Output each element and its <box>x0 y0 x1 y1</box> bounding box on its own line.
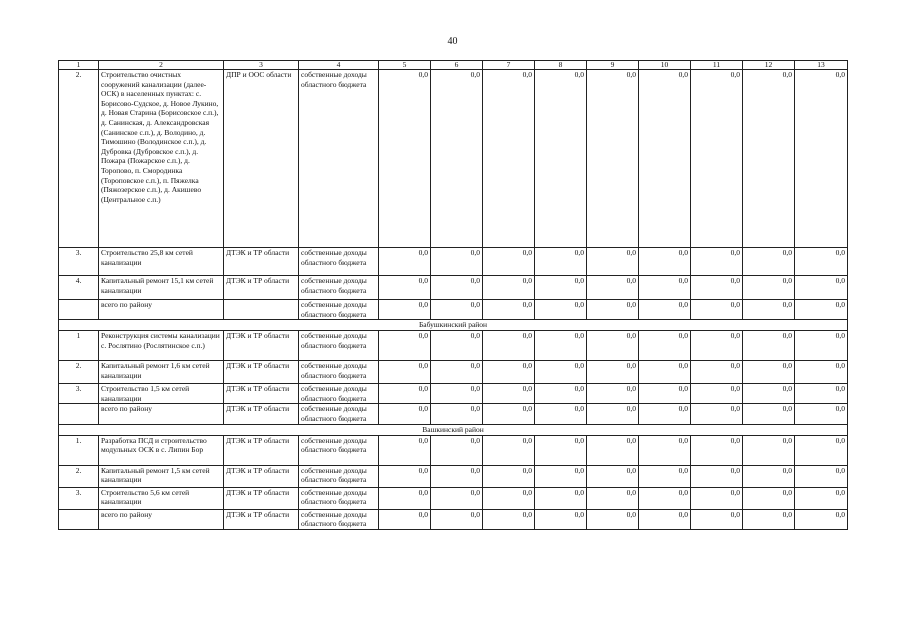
value-cell-col-10: 0,0 <box>639 276 691 300</box>
value-cell-col-10: 0,0 <box>639 384 691 404</box>
column-header-7: 7 <box>483 61 535 70</box>
value-cell-col-6: 0,0 <box>431 465 483 487</box>
value-cell-col-6: 0,0 <box>431 70 483 248</box>
value-cell-col-5: 0,0 <box>379 384 431 404</box>
event-name-cell: Строительство 1,5 км сетей канализации <box>99 384 224 404</box>
column-header-10: 10 <box>639 61 691 70</box>
funding-source-cell: собственные доходы областного бюджета <box>299 300 379 320</box>
value-cell-col-11: 0,0 <box>691 487 743 509</box>
event-name-cell: Капитальный ремонт 15,1 км сетей канализации <box>99 276 224 300</box>
funding-source-cell: собственные доходы областного бюджета <box>299 384 379 404</box>
executor-cell: ДПР и ООС области <box>224 70 299 248</box>
value-cell-col-13: 0,0 <box>795 487 848 509</box>
value-cell-col-7: 0,0 <box>483 435 535 465</box>
funding-source-cell: собственные доходы областного бюджета <box>299 331 379 361</box>
value-cell-col-12: 0,0 <box>743 248 795 276</box>
value-cell-col-10: 0,0 <box>639 404 691 424</box>
executor-cell: ДТЭК и ТР области <box>224 465 299 487</box>
value-cell-col-10: 0,0 <box>639 331 691 361</box>
value-cell-col-11: 0,0 <box>691 404 743 424</box>
value-cell-col-10: 0,0 <box>639 435 691 465</box>
event-name-cell: всего по району <box>99 404 224 424</box>
value-cell-col-8: 0,0 <box>535 248 587 276</box>
event-name-cell: Реконструкция системы канализации с. Рослятино (Рослятинское с.п.) <box>99 331 224 361</box>
value-cell-col-6: 0,0 <box>431 276 483 300</box>
value-cell-col-12: 0,0 <box>743 276 795 300</box>
value-cell-col-7: 0,0 <box>483 384 535 404</box>
table-row <box>59 384 848 404</box>
value-cell-col-11: 0,0 <box>691 300 743 320</box>
value-cell-col-13: 0,0 <box>795 361 848 384</box>
value-cell-col-5: 0,0 <box>379 248 431 276</box>
value-cell-col-6: 0,0 <box>431 248 483 276</box>
column-header-13: 13 <box>795 61 848 70</box>
executor-cell <box>224 300 299 320</box>
column-header-6: 6 <box>431 61 483 70</box>
value-cell-col-12: 0,0 <box>743 435 795 465</box>
value-cell-col-8: 0,0 <box>535 509 587 529</box>
value-cell-col-6: 0,0 <box>431 361 483 384</box>
value-cell-col-9: 0,0 <box>587 487 639 509</box>
table-row <box>59 300 848 320</box>
funding-source-cell: собственные доходы областного бюджета <box>299 361 379 384</box>
value-cell-col-12: 0,0 <box>743 300 795 320</box>
value-cell-col-7: 0,0 <box>483 300 535 320</box>
table-row <box>59 276 848 300</box>
row-number-cell: 1 <box>59 331 99 361</box>
section-header-row <box>59 320 848 331</box>
row-number-cell: 1. <box>59 435 99 465</box>
value-cell-col-11: 0,0 <box>691 276 743 300</box>
value-cell-col-11: 0,0 <box>691 465 743 487</box>
table-row <box>59 331 848 361</box>
column-header-12: 12 <box>743 61 795 70</box>
value-cell-col-7: 0,0 <box>483 509 535 529</box>
column-header-row <box>59 61 848 70</box>
value-cell-col-6: 0,0 <box>431 384 483 404</box>
section-title: Вашкинский район <box>59 424 848 435</box>
value-cell-col-12: 0,0 <box>743 331 795 361</box>
event-name-cell: Строительство очистных сооружений канализации (далее- ОСК) в населенных пунктах: с. Борисово-Судское, д. Новое Лукино, д. Новая Старина (Борисовское с.п.), д. Санинская, д. Александровская (Санинское с.п.), д. Володино, д. Тимошино (Володинское с.п.), д. Дубровка (Дубровское с.п.), д. Пожара (Пожарское с.п.), д. Торопово, п. Смородинка (Тороповское с.п.), п. Пяжелка (Пяжозерское с.п.), д. Акишево (Центральное с.п.) <box>99 70 224 248</box>
value-cell-col-5: 0,0 <box>379 435 431 465</box>
row-number-cell <box>59 509 99 529</box>
value-cell-col-10: 0,0 <box>639 300 691 320</box>
funding-source-cell: собственные доходы областного бюджета <box>299 276 379 300</box>
value-cell-col-6: 0,0 <box>431 435 483 465</box>
row-number-cell <box>59 404 99 424</box>
value-cell-col-7: 0,0 <box>483 276 535 300</box>
value-cell-col-9: 0,0 <box>587 509 639 529</box>
value-cell-col-8: 0,0 <box>535 404 587 424</box>
value-cell-col-8: 0,0 <box>535 331 587 361</box>
value-cell-col-11: 0,0 <box>691 435 743 465</box>
column-header-11: 11 <box>691 61 743 70</box>
table-row <box>59 435 848 465</box>
value-cell-col-5: 0,0 <box>379 404 431 424</box>
executor-cell: ДТЭК и ТР области <box>224 248 299 276</box>
value-cell-col-11: 0,0 <box>691 384 743 404</box>
value-cell-col-12: 0,0 <box>743 487 795 509</box>
value-cell-col-9: 0,0 <box>587 248 639 276</box>
funding-source-cell: собственные доходы областного бюджета <box>299 404 379 424</box>
column-header-5: 5 <box>379 61 431 70</box>
value-cell-col-8: 0,0 <box>535 361 587 384</box>
value-cell-col-10: 0,0 <box>639 487 691 509</box>
event-name-cell: Разработка ПСД и строительство модульных ОСК в с. Липин Бор <box>99 435 224 465</box>
value-cell-col-9: 0,0 <box>587 435 639 465</box>
value-cell-col-10: 0,0 <box>639 509 691 529</box>
value-cell-col-12: 0,0 <box>743 70 795 248</box>
value-cell-col-12: 0,0 <box>743 404 795 424</box>
value-cell-col-5: 0,0 <box>379 70 431 248</box>
column-header-9: 9 <box>587 61 639 70</box>
value-cell-col-13: 0,0 <box>795 331 848 361</box>
value-cell-col-13: 0,0 <box>795 509 848 529</box>
value-cell-col-6: 0,0 <box>431 487 483 509</box>
event-name-cell: всего по району <box>99 300 224 320</box>
row-number-cell: 4. <box>59 276 99 300</box>
value-cell-col-9: 0,0 <box>587 70 639 248</box>
value-cell-col-12: 0,0 <box>743 465 795 487</box>
row-number-cell: 3. <box>59 487 99 509</box>
column-header-1: 1 <box>59 61 99 70</box>
event-name-cell: Строительство 5,6 км сетей канализации <box>99 487 224 509</box>
value-cell-col-7: 0,0 <box>483 465 535 487</box>
value-cell-col-13: 0,0 <box>795 276 848 300</box>
executor-cell: ДТЭК и ТР области <box>224 404 299 424</box>
value-cell-col-5: 0,0 <box>379 487 431 509</box>
value-cell-col-5: 0,0 <box>379 361 431 384</box>
column-header-2: 2 <box>99 61 224 70</box>
value-cell-col-6: 0,0 <box>431 509 483 529</box>
value-cell-col-8: 0,0 <box>535 300 587 320</box>
value-cell-col-9: 0,0 <box>587 361 639 384</box>
value-cell-col-13: 0,0 <box>795 248 848 276</box>
value-cell-col-8: 0,0 <box>535 465 587 487</box>
value-cell-col-7: 0,0 <box>483 248 535 276</box>
executor-cell: ДТЭК и ТР области <box>224 331 299 361</box>
event-name-cell: Капитальный ремонт 1,5 км сетей канализации <box>99 465 224 487</box>
executor-cell: ДТЭК и ТР области <box>224 361 299 384</box>
value-cell-col-11: 0,0 <box>691 70 743 248</box>
table-body <box>59 61 848 530</box>
value-cell-col-7: 0,0 <box>483 487 535 509</box>
value-cell-col-9: 0,0 <box>587 465 639 487</box>
table-row <box>59 248 848 276</box>
value-cell-col-13: 0,0 <box>795 300 848 320</box>
table-row <box>59 70 848 248</box>
value-cell-col-7: 0,0 <box>483 361 535 384</box>
value-cell-col-6: 0,0 <box>431 404 483 424</box>
value-cell-col-12: 0,0 <box>743 361 795 384</box>
column-header-8: 8 <box>535 61 587 70</box>
value-cell-col-11: 0,0 <box>691 331 743 361</box>
row-number-cell: 2. <box>59 361 99 384</box>
column-header-4: 4 <box>299 61 379 70</box>
value-cell-col-9: 0,0 <box>587 404 639 424</box>
table-row <box>59 404 848 424</box>
executor-cell: ДТЭК и ТР области <box>224 509 299 529</box>
value-cell-col-11: 0,0 <box>691 361 743 384</box>
value-cell-col-10: 0,0 <box>639 465 691 487</box>
value-cell-col-9: 0,0 <box>587 331 639 361</box>
event-name-cell: Капитальный ремонт 1,6 км сетей канализации <box>99 361 224 384</box>
value-cell-col-9: 0,0 <box>587 384 639 404</box>
value-cell-col-10: 0,0 <box>639 361 691 384</box>
value-cell-col-9: 0,0 <box>587 300 639 320</box>
executor-cell: ДТЭК и ТР области <box>224 384 299 404</box>
value-cell-col-8: 0,0 <box>535 435 587 465</box>
table-row <box>59 509 848 529</box>
value-cell-col-8: 0,0 <box>535 70 587 248</box>
value-cell-col-9: 0,0 <box>587 276 639 300</box>
executor-cell: ДТЭК и ТР области <box>224 276 299 300</box>
value-cell-col-5: 0,0 <box>379 331 431 361</box>
page-number: 40 <box>447 36 458 47</box>
value-cell-col-5: 0,0 <box>379 509 431 529</box>
funding-source-cell: собственные доходы областного бюджета <box>299 435 379 465</box>
value-cell-col-13: 0,0 <box>795 70 848 248</box>
value-cell-col-13: 0,0 <box>795 404 848 424</box>
value-cell-col-10: 0,0 <box>639 70 691 248</box>
funding-source-cell: собственные доходы областного бюджета <box>299 465 379 487</box>
value-cell-col-13: 0,0 <box>795 435 848 465</box>
column-header-3: 3 <box>224 61 299 70</box>
value-cell-col-11: 0,0 <box>691 248 743 276</box>
funding-source-cell: собственные доходы областного бюджета <box>299 248 379 276</box>
value-cell-col-8: 0,0 <box>535 276 587 300</box>
value-cell-col-13: 0,0 <box>795 384 848 404</box>
funding-source-cell: собственные доходы областного бюджета <box>299 509 379 529</box>
funding-source-cell: собственные доходы областного бюджета <box>299 70 379 248</box>
event-name-cell: Строительство 25,8 км сетей канализации <box>99 248 224 276</box>
value-cell-col-6: 0,0 <box>431 331 483 361</box>
value-cell-col-5: 0,0 <box>379 300 431 320</box>
event-name-cell: всего по району <box>99 509 224 529</box>
value-cell-col-7: 0,0 <box>483 404 535 424</box>
value-cell-col-10: 0,0 <box>639 248 691 276</box>
table-row <box>59 361 848 384</box>
value-cell-col-13: 0,0 <box>795 465 848 487</box>
table-row <box>59 465 848 487</box>
section-header-row <box>59 424 848 435</box>
row-number-cell: 3. <box>59 248 99 276</box>
row-number-cell: 3. <box>59 384 99 404</box>
value-cell-col-7: 0,0 <box>483 331 535 361</box>
row-number-cell: 2. <box>59 465 99 487</box>
value-cell-col-8: 0,0 <box>535 384 587 404</box>
value-cell-col-12: 0,0 <box>743 384 795 404</box>
value-cell-col-8: 0,0 <box>535 487 587 509</box>
value-cell-col-6: 0,0 <box>431 300 483 320</box>
row-number-cell <box>59 300 99 320</box>
row-number-cell: 2. <box>59 70 99 248</box>
section-title: Бабушкинский район <box>59 320 848 331</box>
value-cell-col-7: 0,0 <box>483 70 535 248</box>
value-cell-col-5: 0,0 <box>379 276 431 300</box>
executor-cell: ДТЭК и ТР области <box>224 487 299 509</box>
executor-cell: ДТЭК и ТР области <box>224 435 299 465</box>
budget-table <box>58 60 848 530</box>
funding-source-cell: собственные доходы областного бюджета <box>299 487 379 509</box>
value-cell-col-5: 0,0 <box>379 465 431 487</box>
value-cell-col-11: 0,0 <box>691 509 743 529</box>
value-cell-col-12: 0,0 <box>743 509 795 529</box>
table-row <box>59 487 848 509</box>
